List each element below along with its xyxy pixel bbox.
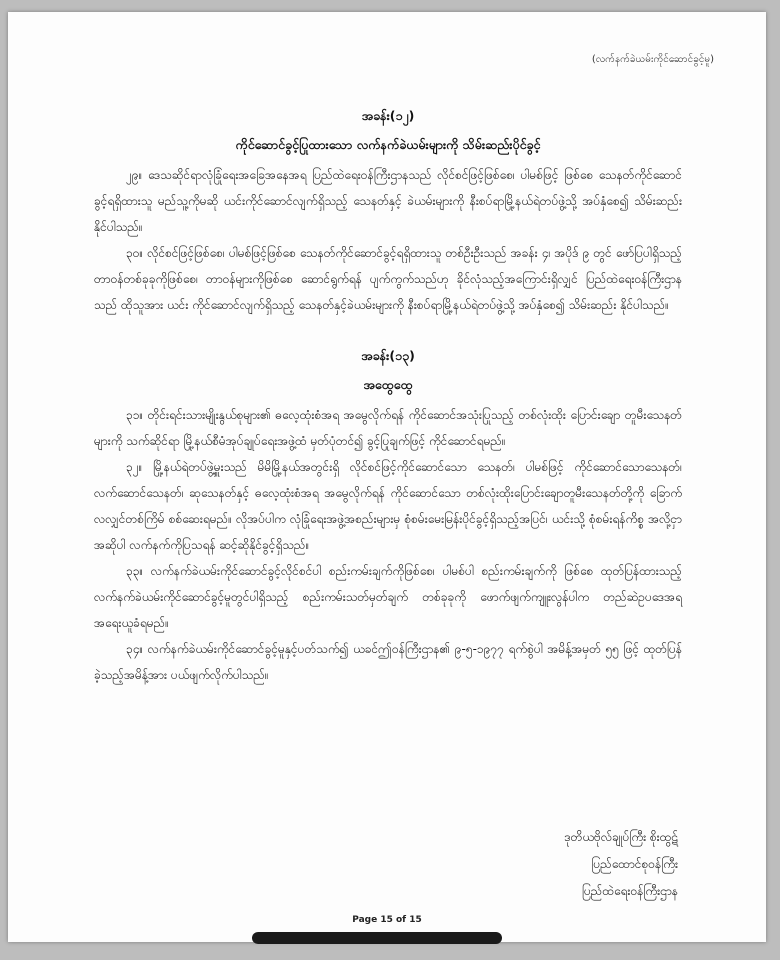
paragraph-32: ၃၂။ မြို့နယ်ရဲတပ်ဖွဲ့မှူးသည် မိမိမြို့နယ်အတွင်းရှိ လိုင်စင်ဖြင့်ကိုင်ဆောင်သော သေနတ်၊ ပါမစ်ဖြင့် ကိုင်ဆောင်သောသေနတ်၊ လက်ဆောင်သေနတ်၊ ဆုသေနတ်နှင့် ဓလေ့ထုံးစံအရ အမွေလိုက်ရန် ကိုင်ဆောင်သော တစ်လုံးထိုးပြောင်းချောတူမီးသေနတ်တို့ကို ခြောက်လလျှင်တစ်ကြိမ် စစ်ဆေးရမည်။ လိုအပ်ပါက လုံခြုံရေးအဖွဲ့အစည်းများမှ စုံစမ်းမေးမြန်းပိုင်ခွင့်ရှိသည့်အပြင်၊ ယင်းသို့ စုံစမ်းရန်ကိစ္စ အလို့ငှာ အဆိုပါ လက်နက်ကိုပြသရန် ဆင့်ဆိုနိုင်ခွင့်ရှိသည်။ [94, 460, 682, 552]
signatory-ministry: ပြည်ထဲရေးဝန်ကြီးဌာန [581, 884, 678, 898]
home-indicator[interactable] [252, 932, 502, 944]
chapter-13-title: အခန်း(၁၂) [361, 108, 415, 123]
chapter-14-title: အခန်း(၁၃) [361, 348, 415, 363]
paragraph-31: ၃၁။ တိုင်းရင်းသားမျိုးနွယ်စုများ၏ ဓလေ့ထုံးစံအရ အမွေလိုက်ရန် ကိုင်ဆောင်အသုံးပြုသည့် တစ်လုံးထိုး ပြောင်းချော တူမီးသေနတ်များကို သက်ဆိုင်ရာ မြို့နယ်စီမံအုပ်ချုပ်ရေးအဖွဲ့ထံ မှတ်ပုံတင်၍ ခွင့်ပြုချက်ဖြင့် ကိုင်ဆောင်ရမည်။ [94, 408, 682, 448]
header-note: (လက်နက်ခဲယမ်းကိုင်ဆောင်ခွင့်မူ) [591, 54, 714, 65]
signatory-title: ပြည်ထောင်စုဝန်ကြီး [591, 857, 678, 871]
paragraph-34: ၃၄။ လက်နက်ခဲယမ်းကိုင်ဆောင်ခွင့်မူနှင့်ပတ်သက်၍ ယခင်ဤဝန်ကြီးဌာန၏ ၉-၅-၁၉၇၇ ရက်စွဲပါ အမိန့်အမှတ် ၅၅ ဖြင့် ထုတ်ပြန်ခဲ့သည့်အမိန့်အား ပယ်ဖျက်လိုက်ပါသည်။ [94, 642, 682, 682]
signatory-name: ဒုတိယဗိုလ်ချုပ်ကြီး စိုးထွဋ် [564, 830, 678, 844]
chapter-13-subtitle: ကိုင်ဆောင်ခွင့်ပြုထားသော လက်နက်ခဲယမ်းများကို သိမ်းဆည်းပိုင်ခွင့် [235, 137, 541, 152]
paragraph-33: ၃၃။ လက်နက်ခဲယမ်းကိုင်ဆောင်ခွင့်လိုင်စင်ပါ စည်းကမ်းချက်ကိုဖြစ်စေ၊ ပါမစ်ပါ စည်းကမ်းချက်ကို ဖြစ်စေ ထုတ်ပြန်ထားသည့် လက်နက်ခဲယမ်းကိုင်ဆောင်ခွင့်မူတွင်ပါရှိသည့် စည်းကမ်းသတ်မှတ်ချက် တစ်ခုခုကို ဖောက်ဖျက်ကျူးလွန်ပါက တည်ဆဲဥပဒေအရ အရေးယူခံရမည်။ [94, 564, 682, 630]
document-page [8, 12, 766, 942]
paragraph-30: ၃၀။ လိုင်စင်ဖြင့်ဖြစ်စေ၊ ပါမစ်ဖြင့်ဖြစ်စေ သေနတ်ကိုင်ဆောင်ခွင့်ရရှိထားသူ တစ်ဦးဦးသည် အခန်း ၄၊ အပိုဒ် ၉ တွင် ဖော်ပြပါရှိသည့် တာဝန်တစ်ခုခုကိုဖြစ်စေ၊ တာဝန်များကိုဖြစ်စေ ဆောင်ရွက်ရန် ပျက်ကွက်သည်ဟု ခိုင်လုံသည့်အကြောင်းရှိလျှင် ပြည်ထဲရေးဝန်ကြီးဌာနသည် ထိုသူအား ယင်း ကိုင်ဆောင်လျက်ရှိသည့် သေနတ်နှင့်ခဲယမ်းများကို နီးစပ်ရာမြို့နယ်ရဲတပ်ဖွဲ့သို့ အပ်နှံစေ၍ သိမ်းဆည်း နိုင်ပါသည်။ [94, 246, 682, 312]
paragraph-29: ၂၉။ ဒေသဆိုင်ရာလုံခြုံရေးအခြေအနေအရ ပြည်ထဲရေးဝန်ကြီးဌာနသည် လိုင်စင်ဖြင့်ဖြစ်စေ၊ ပါမစ်ဖြင့် ဖြစ်စေ သေနတ်ကိုင်ဆောင်ခွင့်ရရှိထားသူ မည်သူ့ကိုမဆို ယင်းကိုင်ဆောင်လျက်ရှိသည့် သေနတ်နှင့် ခဲယမ်းများကို နီးစပ်ရာမြို့နယ်ရဲတပ်ဖွဲ့သို့ အပ်နှံစေ၍ သိမ်းဆည်းနိုင်ပါသည်။ [94, 168, 682, 234]
page-number: Page 15 of 15 [352, 915, 422, 925]
signature-block [564, 824, 678, 905]
chapter-14-subtitle: အထွေထွေ [363, 377, 413, 392]
document-content [94, 108, 682, 688]
